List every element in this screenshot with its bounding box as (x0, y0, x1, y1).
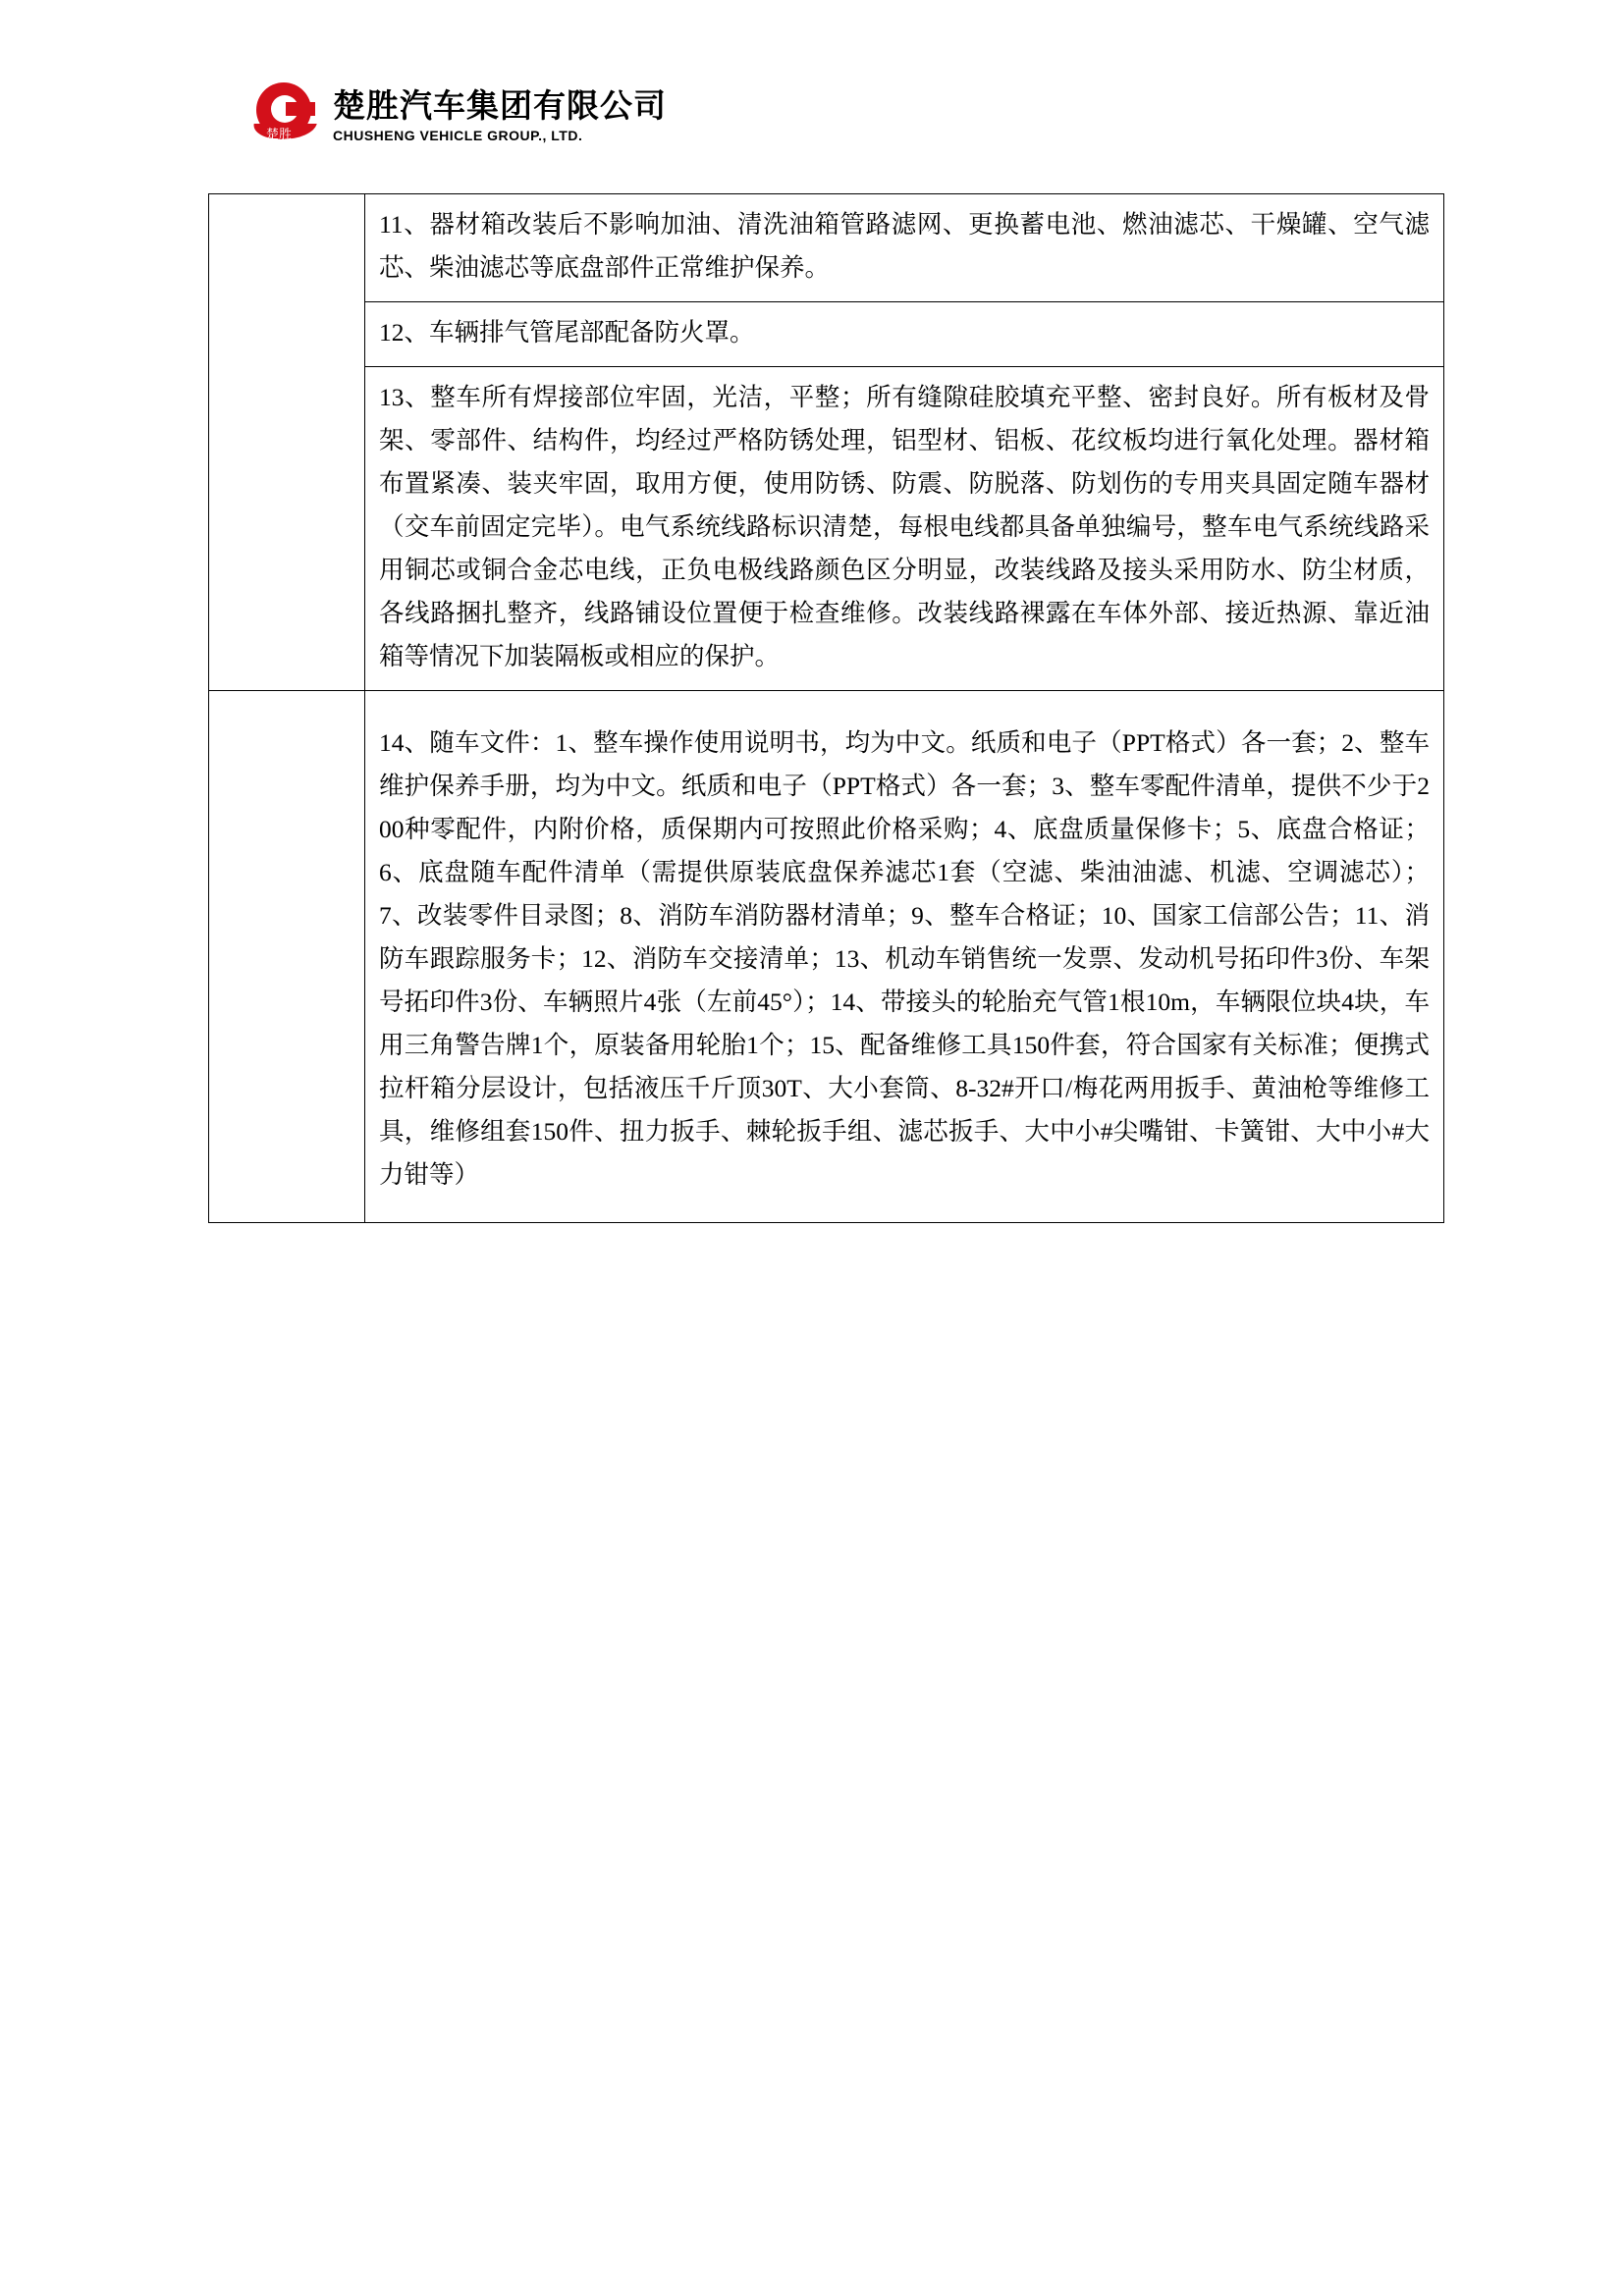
table-row (209, 691, 1444, 1223)
company-name-block (333, 87, 667, 144)
table-row (209, 194, 1444, 302)
logo-sub-character: 楚胜 (266, 127, 293, 141)
clause-text-12: 12、车辆排气管尾部配备防火罩。 (379, 318, 755, 347)
clause-cell-11 (365, 194, 1444, 302)
clause-cell-12 (365, 302, 1444, 367)
clause-text-13: 13、整车所有焊接部位牢固，光洁，平整；所有缝隙硅胶填充平整、密封良好。所有板材及骨架、零部件、结构件，均经过严格防锈处理，铝型材、铝板、花纹板均进行氧化处理。器材箱布置紧凑、装夹牢固，取用方便，使用防锈、防震、防脱落、防划伤的专用夹具固定随车器材（交车前固定完毕）。电气系统线路标识清楚，每根电线都具备单独编号，整车电气系统线路采用铜芯或铜合金芯电线，正负电极线路颜色区分明显，改装线路及接头采用防水、防尘材质，各线路捆扎整齐，线路铺设位置便于检查维修。改装线路裸露在车体外部、接近热源、靠近油箱等情况下加装隔板或相应的保护。 (379, 383, 1430, 670)
chusheng-logo-icon (250, 80, 321, 151)
clause-text-14: 14、随车文件：1、整车操作使用说明书，均为中文。纸质和电子（PPT格式）各一套；2、整车维护保养手册，均为中文。纸质和电子（PPT格式）各一套；3、整车零配件清单，提供不少于200种零配件，内附价格，质保期内可按照此价格采购；4、底盘质量保修卡；5、底盘合格证；6、底盘随车配件清单（需提供原装底盘保养滤芯1套（空滤、柴油油滤、机滤、空调滤芯）；7、改装零件目录图；8、消防车消防器材清单；9、整车合格证；10、国家工信部公告；11、消防车跟踪服务卡；12、消防车交接清单；13、机动车销售统一发票、发动机号拓印件3份、车架号拓印件3份、车辆照片4张（左前45°）；14、带接头的轮胎充气管1根10m，车辆限位块4块，车用三角警告牌1个，原装备用轮胎1个；15、配备维修工具150件套，符合国家有关标准；便携式拉杆箱分层设计，包括液压千斤顶30T、大小套筒、8-32#开口/梅花两用扳手、黄油枪等维修工具，维修组套150件、扭力扳手、棘轮扳手组、滤芯扳手、大中小#尖嘴钳、卡簧钳、大中小#大力钳等） (379, 728, 1430, 1189)
company-header (250, 80, 667, 151)
row-label-cell-top (209, 194, 365, 691)
table-row (209, 367, 1444, 691)
company-name-en: CHUSHENG VEHICLE GROUP., LTD. (333, 128, 583, 143)
clause-text-11: 11、器材箱改装后不影响加油、清洗油箱管路滤网、更换蓄电池、燃油滤芯、干燥罐、空气滤芯、柴油滤芯等底盘部件正常维护保养。 (379, 210, 1430, 282)
company-name-cn: 楚胜汽车集团有限公司 (333, 87, 667, 124)
row-label-cell-bottom (209, 691, 365, 1223)
clause-cell-14 (365, 691, 1444, 1223)
table-row (209, 302, 1444, 367)
specification-table (208, 193, 1444, 1223)
clause-cell-13 (365, 367, 1444, 691)
